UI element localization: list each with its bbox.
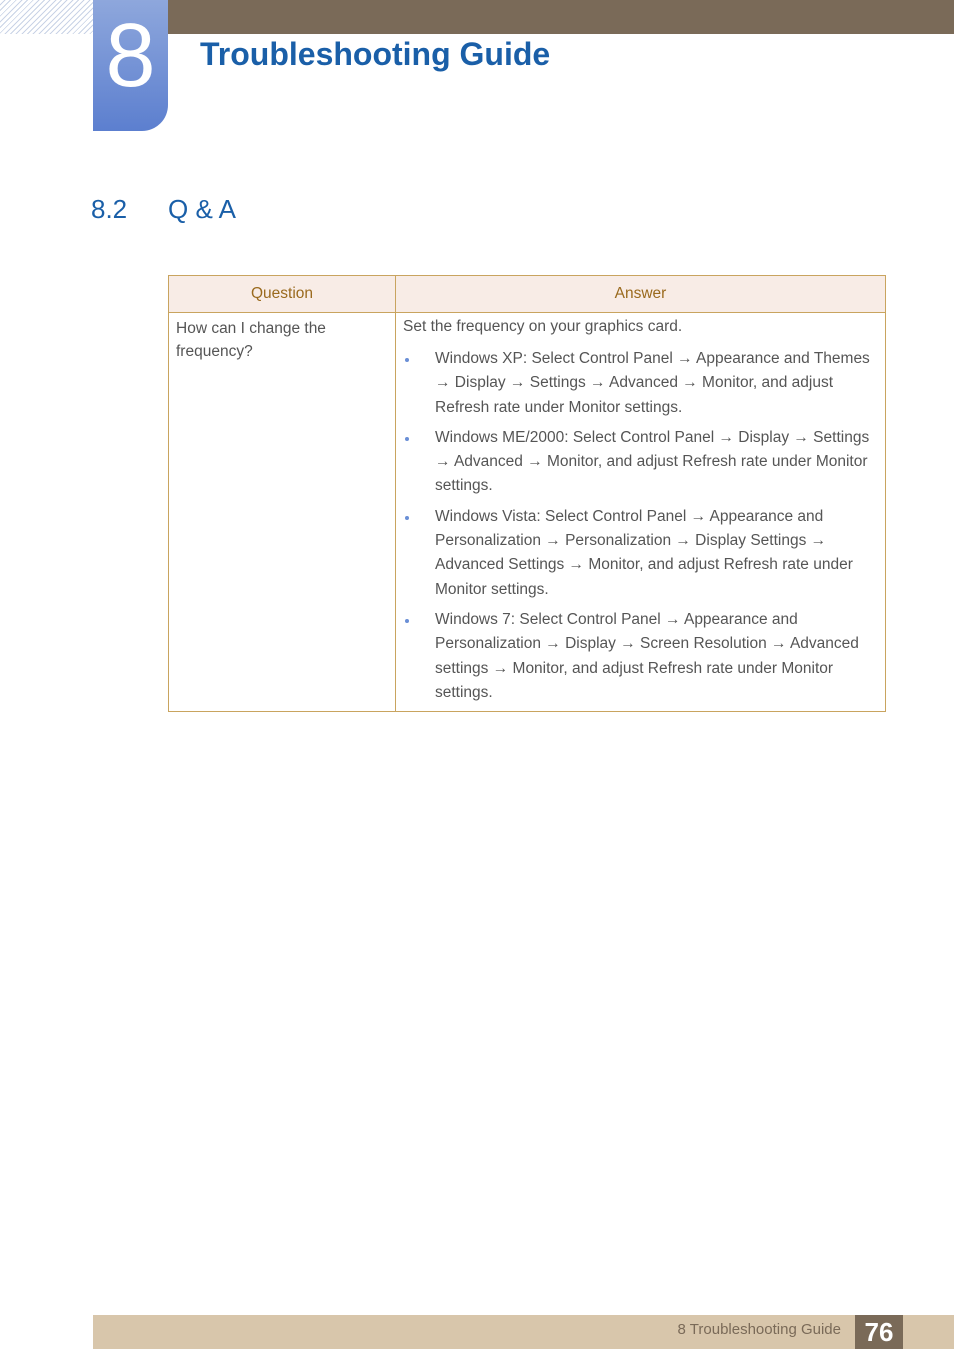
decorative-hatch [0, 0, 93, 34]
column-header-question: Question [169, 276, 396, 313]
list-item [403, 608, 878, 705]
answer-intro: Set the frequency on your graphics card. [403, 318, 683, 335]
chapter-badge [93, 0, 168, 131]
section-title: Q & A [168, 194, 236, 224]
answer-cell [396, 313, 886, 712]
list-item [403, 426, 878, 499]
chapter-number: 8 [105, 6, 156, 106]
list-item-text: Windows Vista: Select Control Panel → Appearance and Personalization → Personalization → Display Settings → Advanced Settings → Monitor, and adjust Refresh rate under Monitor settings. [435, 507, 853, 598]
table-header-row [169, 276, 886, 313]
list-item [403, 347, 878, 420]
footer-bar [93, 1315, 954, 1349]
list-item [403, 505, 878, 602]
chapter-title: Troubleshooting Guide [200, 36, 551, 72]
question-cell: How can I change the frequency? [169, 313, 396, 712]
bullet-icon [405, 516, 409, 520]
table-row [169, 313, 886, 712]
answer-list [403, 347, 878, 705]
list-item-text: Windows ME/2000: Select Control Panel → Display → Settings → Advanced → Monitor, and adjust Refresh rate under Monitor settings. [435, 428, 870, 495]
bullet-icon [405, 437, 409, 441]
section-number: 8.2 [91, 194, 128, 224]
list-item-text: Windows XP: Select Control Panel → Appearance and Themes → Display → Settings → Advanced → Monitor, and adjust Refresh rate under Monitor settings. [435, 350, 870, 416]
header-bar [168, 0, 954, 34]
page-number: 76 [855, 1315, 903, 1349]
qa-table [168, 275, 886, 712]
list-item-text: Windows 7: Select Control Panel → Appearance and Personalization → Display → Screen Resolution → Advanced settings → Monitor, and adjust Refresh rate under Monitor settings. [435, 610, 859, 701]
bullet-icon [405, 358, 409, 362]
column-header-answer: Answer [396, 276, 886, 313]
bullet-icon [405, 619, 409, 623]
footer-chapter-label: 8 Troubleshooting Guide [677, 1321, 841, 1338]
